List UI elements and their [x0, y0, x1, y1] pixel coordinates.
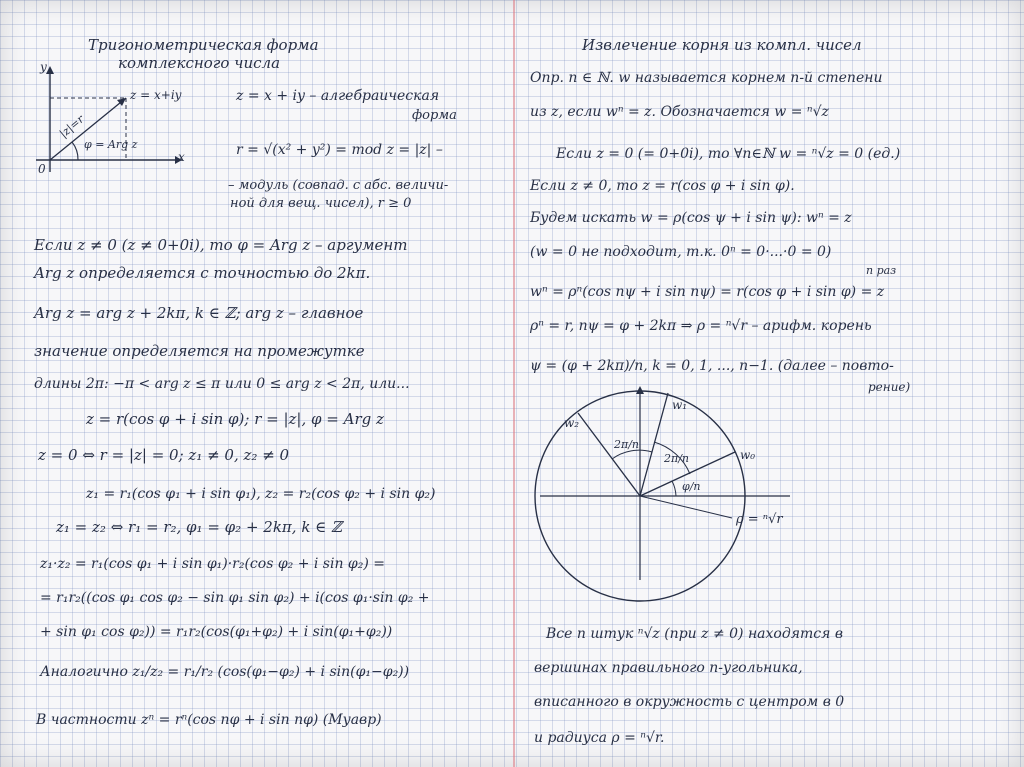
right-line-6: (w = 0 не подходит, т.к. 0ⁿ = 0·...·0 = 0)	[530, 244, 832, 260]
left-line-2: Arg z определяется с точностью до 2kπ.	[34, 264, 371, 282]
modulus-formula: r = √(x² + y²) = mod z = |z| –	[236, 142, 443, 158]
left-line-11: = r₁r₂((cos φ₁ cos φ₂ − sin φ₁ sin φ₂) + i(cos φ₁·sin φ₂ +	[40, 590, 430, 606]
angle-phi-label: φ/n	[682, 480, 701, 493]
right-line-7: wⁿ = ρⁿ(cos nψ + i sin nψ) = r(cos φ + i sin φ) = z	[530, 284, 885, 300]
algebraic-form: z = x + iy – алгебраическая	[236, 88, 440, 104]
y-axis-label: y	[40, 60, 47, 74]
right-line-4: Если z ≠ 0, то z = r(cos φ + i sin φ).	[530, 178, 795, 194]
radius-label: ρ = ⁿ√r	[736, 512, 783, 527]
conclusion-line-3: вписанного в окружность с центром в 0	[534, 694, 845, 710]
angle-2pi-arc-2	[612, 450, 652, 459]
right-line-1: Опр. n ∈ ℕ. w называется корнем n-й степени	[530, 70, 883, 86]
conclusion-line-4: и радиуса ρ = ⁿ√r.	[534, 730, 665, 746]
right-line-10: рение)	[868, 380, 911, 394]
right-line-3: Если z = 0 (= 0+0i), то ∀n∈ℕ w = ⁿ√z = 0 (ед.)	[556, 146, 901, 162]
left-line-12: + sin φ₁ cos φ₂)) = r₁r₂(cos(φ₁+φ₂) + i sin(φ₁+φ₂))	[40, 624, 393, 640]
point-label: z = x+iy	[130, 88, 182, 102]
right-line-2: из z, если wⁿ = z. Обозначается w = ⁿ√z	[530, 104, 829, 120]
left-line-14: В частности zⁿ = rⁿ(cos nφ + i sin nφ) (Муавр)	[36, 712, 382, 728]
left-line-3: Arg z = arg z + 2kπ, k ∈ ℤ; arg z – главное	[34, 304, 364, 322]
right-line-9: ψ = (φ + 2kπ)/n, k = 0, 1, ..., n−1. (далее – повто-	[530, 358, 894, 374]
left-line-13: Аналогично z₁/z₂ = r₁/r₂ (cos(φ₁−φ₂) + i sin(φ₁−φ₂))	[40, 664, 410, 680]
left-line-4: значение определяется на промежутке	[34, 342, 365, 360]
angle-2pi-label-2: 2π/n	[664, 452, 690, 465]
circle-y-arrow	[636, 386, 644, 394]
origin-label: 0	[38, 162, 46, 176]
left-line-6: z = r(cos φ + i sin φ); r = |z|, φ = Arg z	[86, 410, 384, 428]
left-title-line2: комплексного числа	[118, 54, 281, 72]
root-w0-label: w₀	[740, 448, 756, 462]
conclusion-line-2: вершинах правильного n-угольника,	[534, 660, 803, 676]
right-line-6-note: n раз	[866, 264, 897, 277]
radius-pointer	[640, 496, 732, 518]
conclusion-line-1: Все n штук ⁿ√z (при z ≠ 0) находятся в	[546, 626, 843, 642]
left-line-7: z = 0 ⇔ r = |z| = 0; z₁ ≠ 0, z₂ ≠ 0	[38, 446, 290, 464]
left-line-1: Если z ≠ 0 (z ≠ 0+0i), то φ = Arg z – аргумент	[34, 236, 408, 254]
root-w2-line	[578, 413, 640, 496]
angle-phi-arc	[672, 481, 676, 496]
algebraic-form-2: форма	[412, 108, 457, 123]
root-w2-label: w₂	[564, 416, 580, 430]
left-line-9: z₁ = z₂ ⇔ r₁ = r₂, φ₁ = φ₂ + 2kπ, k ∈ ℤ	[56, 518, 342, 536]
root-w1-label: w₁	[672, 398, 688, 412]
x-axis-label: x	[178, 150, 185, 164]
angle-2pi-label-1: 2π/n	[614, 438, 640, 451]
left-line-5: длины 2π: −π < arg z ≤ π или 0 ≤ arg z < 2π, или...	[34, 376, 410, 392]
left-line-8: z₁ = r₁(cos φ₁ + i sin φ₁), z₂ = r₂(cos φ₂ + i sin φ₂)	[86, 486, 436, 502]
right-title: Извлечение корня из компл. чисел	[582, 36, 862, 54]
right-line-5: Будем искать w = ρ(cos ψ + i sin ψ): wⁿ = z	[530, 210, 852, 226]
angle-label: φ = Arg z	[84, 138, 138, 151]
modulus-note-1: – модуль (совпад. с абс. величи-	[228, 178, 449, 193]
modulus-label: |z|=r	[57, 112, 87, 141]
left-line-10: z₁·z₂ = r₁(cos φ₁ + i sin φ₁)·r₂(cos φ₂ + i sin φ₂) =	[40, 556, 385, 572]
modulus-note-2: ной для вещ. чисел), r ≥ 0	[230, 196, 412, 211]
left-title-line1: Тригонометрическая форма	[88, 36, 319, 54]
right-line-8: ρⁿ = r, nψ = φ + 2kπ ⇒ ρ = ⁿ√r – арифм. корень	[530, 318, 872, 334]
root-w1-line	[640, 393, 668, 496]
